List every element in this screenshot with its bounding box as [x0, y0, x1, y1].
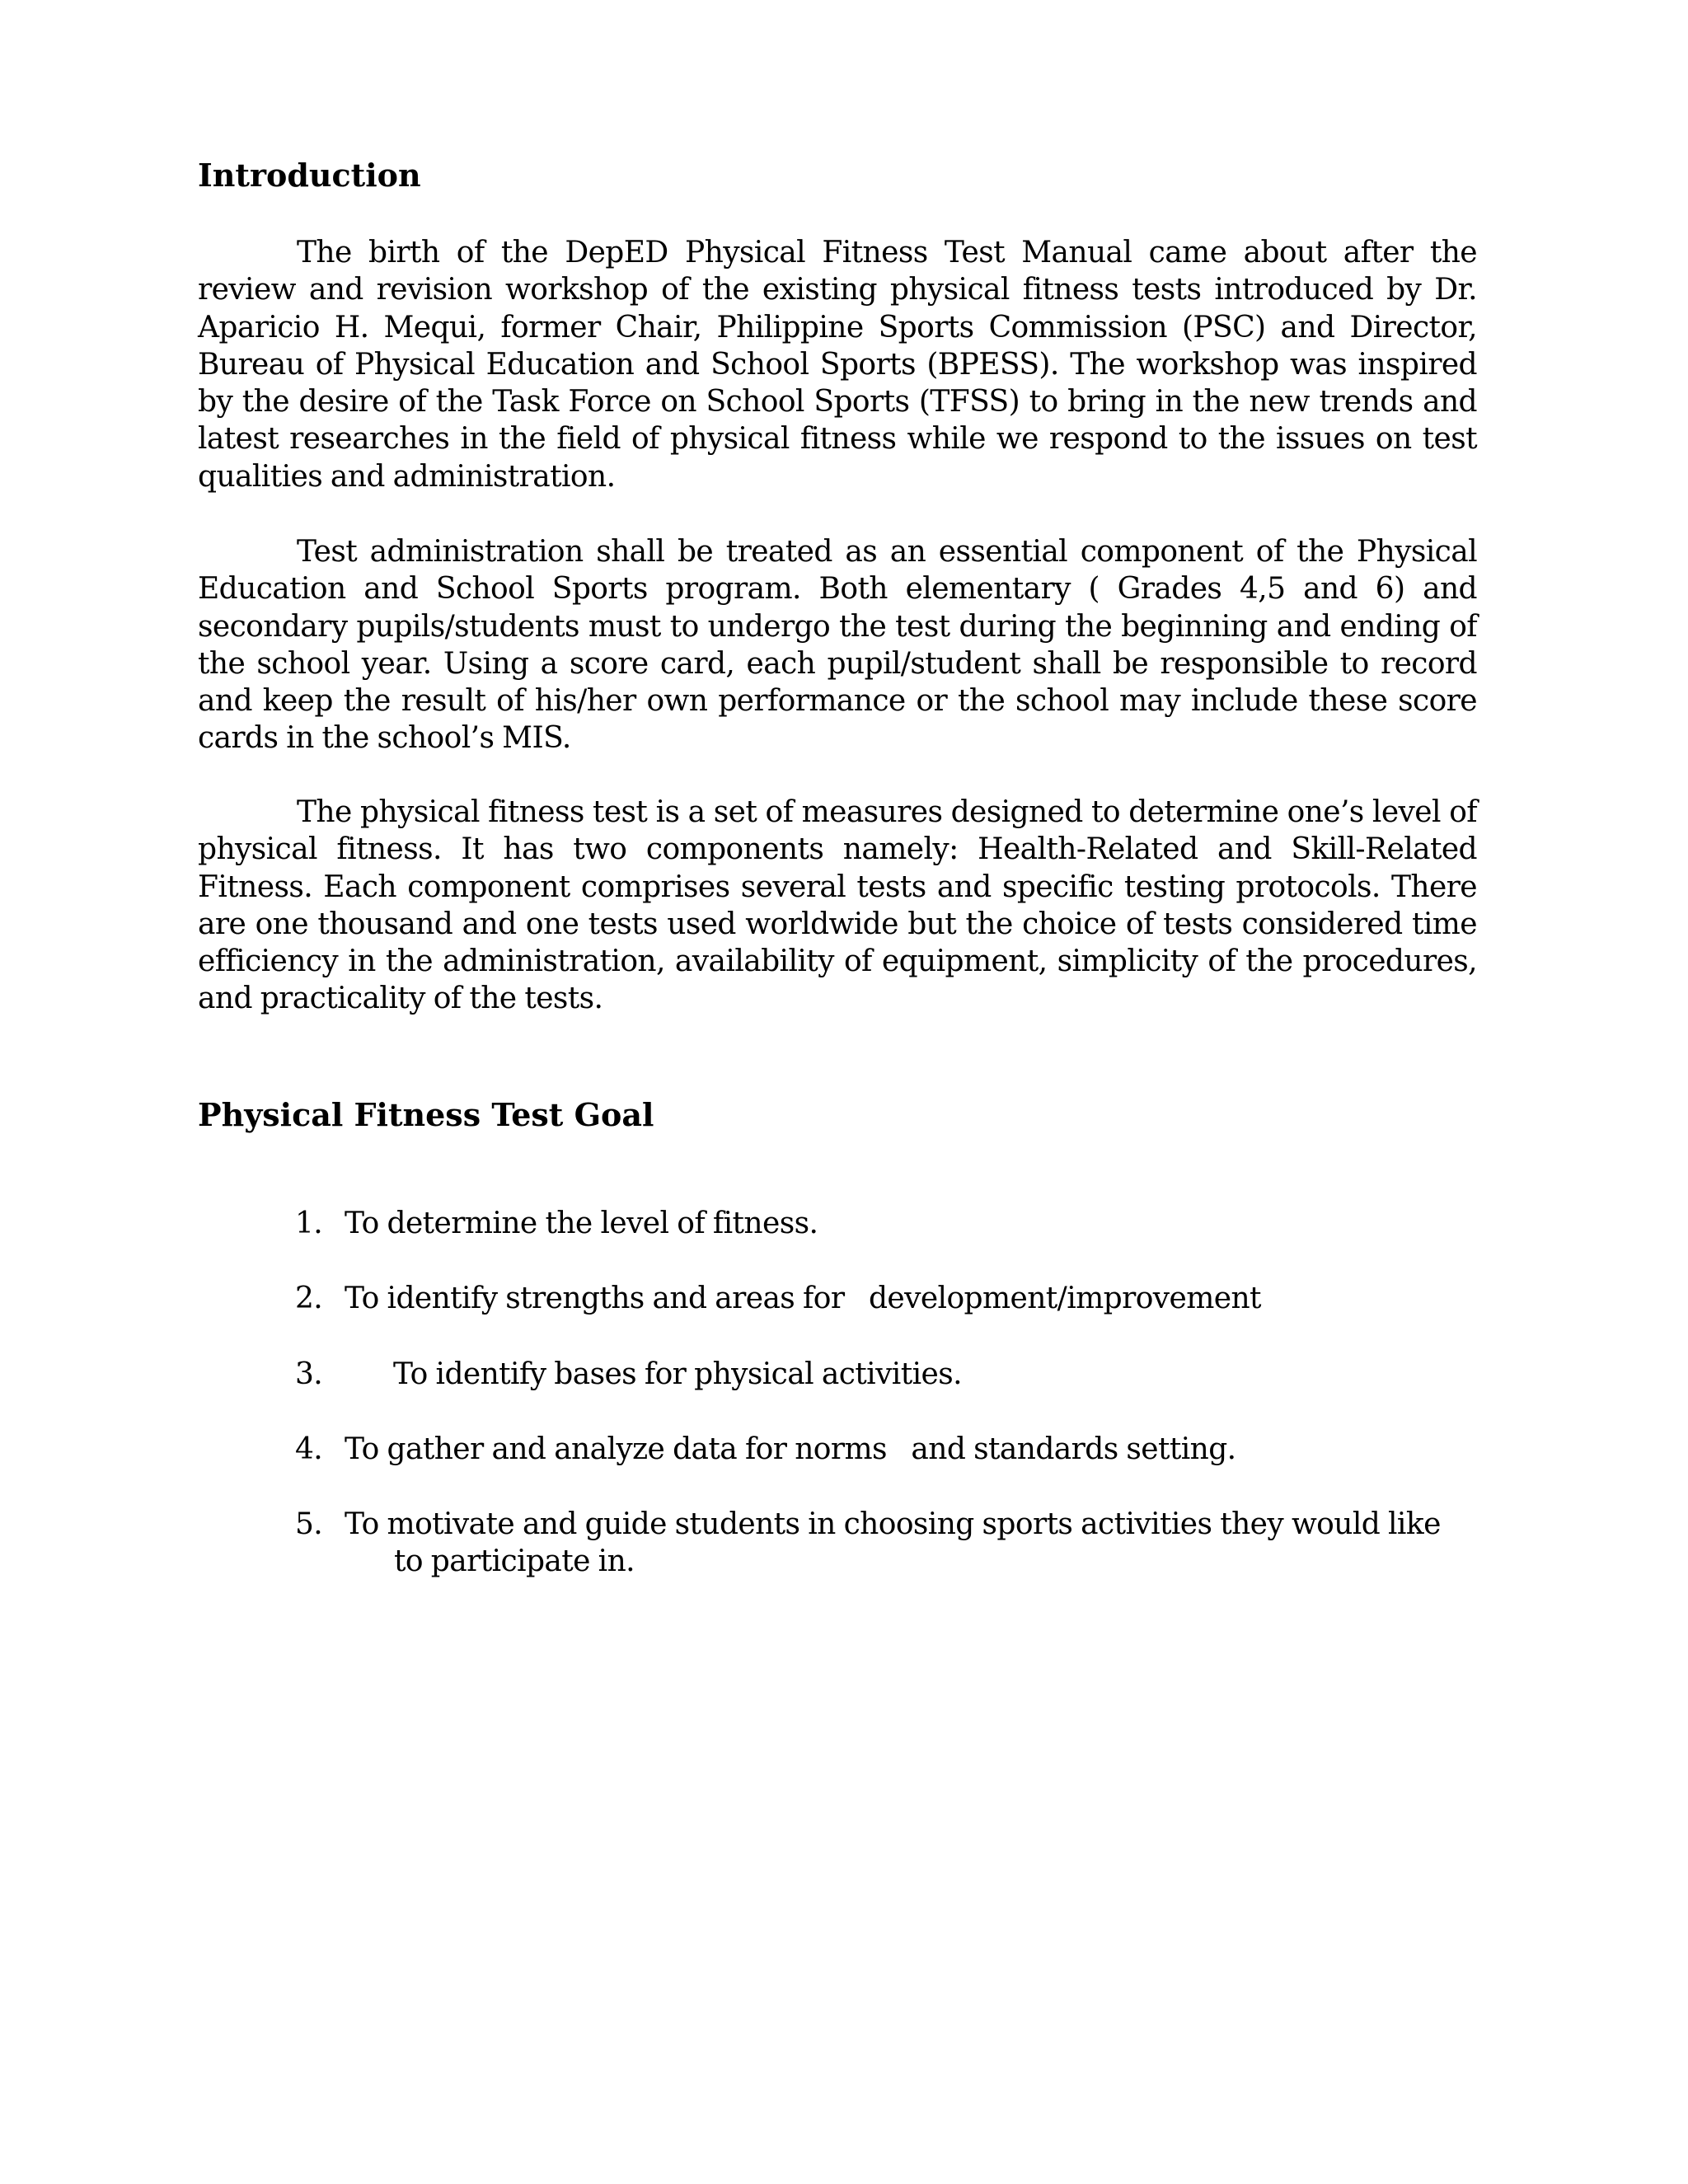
list-item-text: To motivate and guide students in choosing sports activities they would like to participate in.: [345, 1507, 1441, 1579]
list-item-number: 2.: [295, 1282, 323, 1316]
list-item-text: To gather and analyze data for norms and standards setting.: [345, 1432, 1236, 1466]
list-item-text: To identify bases for physical activities.: [393, 1357, 962, 1391]
introduction-paragraph-2: Test administration shall be treated as an essential component of the Physical Education and School Sports program. Both elementary ( Grades 4,5 and 6) and secondary pupils/students must to undergo the test during the beginning and ending of the school year. Using a score card, each pupil/student shall be responsible to record and keep the result of his/her own performance or the school may include these score cards in the school’s MIS.: [198, 535, 1477, 756]
introduction-paragraph-3: The physical fitness test is a set of measures designed to determine one’s level of physical fitness. It has two components namely: Health-Related and Skill-Related Fitness. Each component comprises several tests and specific testing protocols. There are one thousand and one tests used worldwide but the choice of tests considered time efficiency in the administration, availability of equipment, simplicity of the procedures, and practicality of the tests.: [198, 795, 1477, 1016]
list-item: [198, 1431, 1477, 1468]
list-item: [198, 1205, 1477, 1242]
goals-heading: Physical Fitness Test Goal: [198, 1096, 654, 1133]
introduction-heading: Introduction: [198, 157, 421, 194]
list-item-number: 1.: [295, 1207, 323, 1240]
list-item-number: 5.: [295, 1507, 323, 1542]
list-item-text: To determine the level of fitness.: [345, 1207, 818, 1240]
list-item-text: To identify strengths and areas for development/improvement: [345, 1282, 1261, 1316]
list-item-number: 4.: [295, 1432, 323, 1466]
goals-list: [198, 1205, 1477, 1619]
list-item-number: 3.: [295, 1357, 323, 1391]
list-item: [198, 1356, 1477, 1393]
list-item: [198, 1506, 1477, 1581]
introduction-paragraph-1: The birth of the DepED Physical Fitness Test Manual came about after the review and revision workshop of the existing physical fitness tests introduced by Dr. Aparicio H. Mequi, former Chair, Philippine Sports Commission (PSC) and Director, Bureau of Physical Education and School Sports (BPESS). The workshop was inspired by the desire of the Task Force on School Sports (TFSS) to bring in the new trends and latest researches in the field of physical fitness while we respond to the issues on test qualities and administration.: [198, 236, 1477, 494]
list-item: [198, 1280, 1477, 1317]
